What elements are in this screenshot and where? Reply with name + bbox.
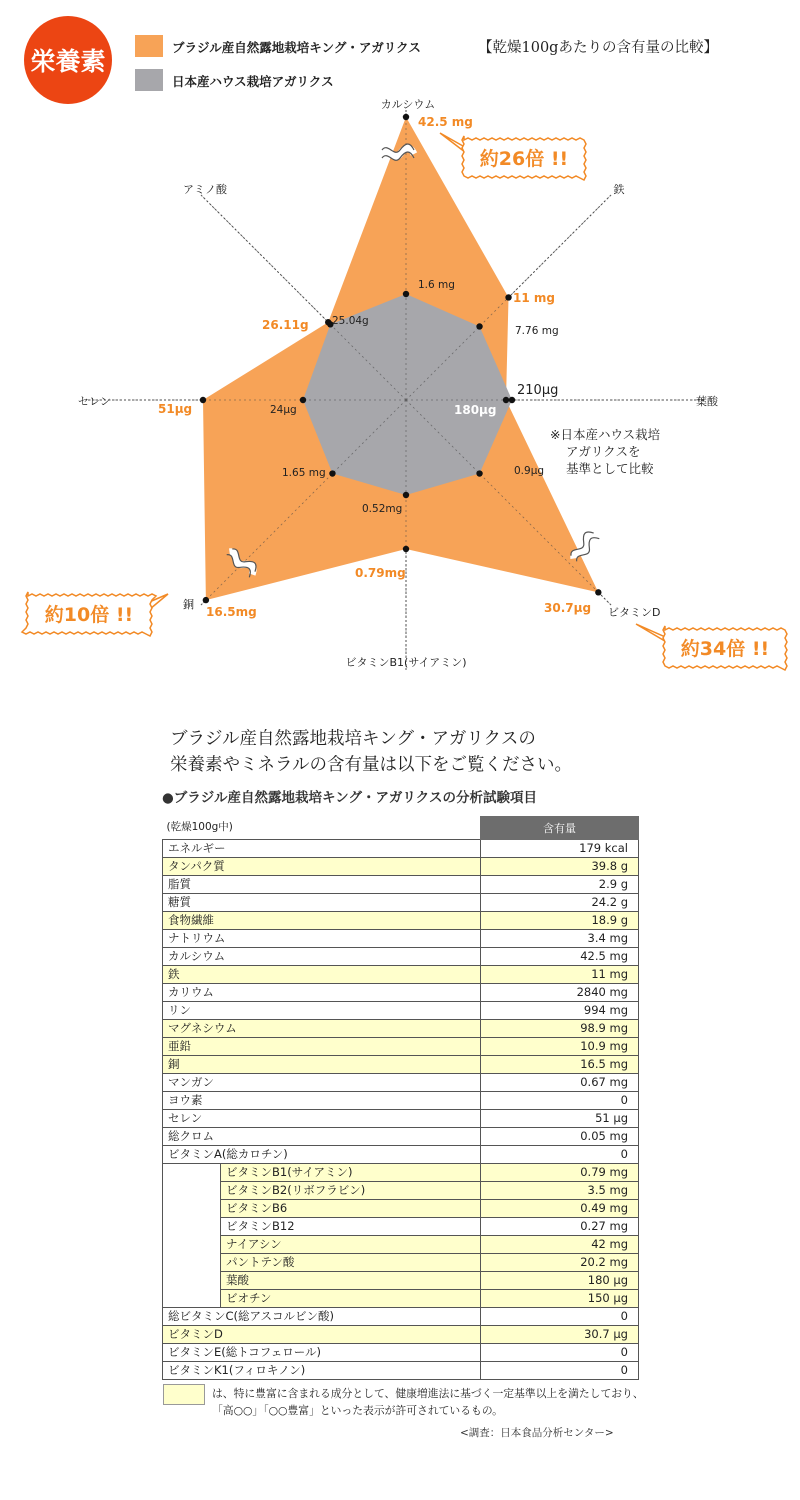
- row-name: 総ビタミンC(総アスコルビン酸): [163, 1308, 481, 1326]
- row-name: ビオチン: [221, 1290, 481, 1308]
- row-value: 2.9 g: [481, 876, 639, 894]
- table-row: [163, 1218, 639, 1236]
- intro-line-2: 栄養素やミネラルの含有量は以下をご覧ください。: [170, 755, 572, 775]
- row-name: ナイアシン: [221, 1236, 481, 1254]
- value-label-japan: 7.76 mg: [515, 325, 559, 337]
- table-row: [163, 984, 639, 1002]
- ratio-callout: [440, 133, 586, 180]
- value-label-brazil: 180μg: [454, 403, 497, 417]
- row-name: 総クロム: [163, 1128, 481, 1146]
- value-label-japan: 25.04g: [332, 315, 369, 327]
- row-value: 0: [481, 1308, 639, 1326]
- table-row: [163, 1128, 639, 1146]
- vitamin-b-group-bracket: [163, 1164, 221, 1308]
- point-japan: [403, 492, 409, 498]
- point-japan: [476, 470, 482, 476]
- intro-line-1: ブラジル産自然露地栽培キング・アガリクスの: [170, 729, 536, 749]
- row-value: 0.49 mg: [481, 1200, 639, 1218]
- axis-label: 銅: [183, 598, 194, 611]
- table-row: [163, 912, 639, 930]
- row-name: 糖質: [163, 894, 481, 912]
- value-label-japan: 210μg: [517, 383, 559, 398]
- row-name: タンパク質: [163, 858, 481, 876]
- table-row: [163, 1038, 639, 1056]
- value-label-japan: 24μg: [270, 404, 297, 416]
- row-value: 18.9 g: [481, 912, 639, 930]
- row-name: ナトリウム: [163, 930, 481, 948]
- axis-label: 葉酸: [696, 395, 718, 408]
- row-value: 3.4 mg: [481, 930, 639, 948]
- table-row: [163, 966, 639, 984]
- table-row: [163, 1326, 639, 1344]
- callout-text: 約26倍 !!: [479, 148, 569, 170]
- row-name: ビタミンK1(フィロキノン): [163, 1362, 481, 1380]
- point-japan: [403, 291, 409, 297]
- value-label-brazil: 16.5mg: [206, 605, 257, 619]
- table-row: [163, 1200, 639, 1218]
- table-row: [163, 894, 639, 912]
- table-row: [163, 876, 639, 894]
- row-name: ビタミンB6: [221, 1200, 481, 1218]
- axis-label: 鉄: [613, 183, 625, 196]
- table-row: [163, 948, 639, 966]
- radar-chart: [0, 0, 800, 690]
- value-label-brazil: 26.11g: [262, 318, 309, 332]
- row-name: リン: [163, 1002, 481, 1020]
- row-name: パントテン酸: [221, 1254, 481, 1272]
- row-name: 葉酸: [221, 1272, 481, 1290]
- value-label-brazil: 51μg: [158, 402, 193, 416]
- nutrient-table: [162, 816, 639, 1380]
- table-row: [163, 1110, 639, 1128]
- row-value: 0: [481, 1146, 639, 1164]
- nutrient-table-wrap: [162, 816, 638, 1380]
- row-value: 11 mg: [481, 966, 639, 984]
- row-name: エネルギー: [163, 840, 481, 858]
- value-label-japan: 1.65 mg: [282, 467, 326, 479]
- ratio-callout: [636, 624, 787, 670]
- row-name: ビタミンD: [163, 1326, 481, 1344]
- row-name: ビタミンB1(サイアミン): [221, 1164, 481, 1182]
- callout-text: 約10倍 !!: [44, 604, 134, 626]
- legend-swatch-brazil: [135, 35, 163, 57]
- table-row: [163, 1236, 639, 1254]
- point-brazil: [505, 294, 511, 300]
- row-value: 24.2 g: [481, 894, 639, 912]
- row-value: 39.8 g: [481, 858, 639, 876]
- source-note: <調査：日本食品分析センター>: [460, 1427, 614, 1439]
- row-value: 42.5 mg: [481, 948, 639, 966]
- row-value: 0: [481, 1362, 639, 1380]
- row-value: 3.5 mg: [481, 1182, 639, 1200]
- badge-text: 栄養素: [30, 47, 106, 76]
- row-name: カリウム: [163, 984, 481, 1002]
- value-label-brazil: 42.5 mg: [418, 115, 473, 129]
- row-name: ビタミンB12: [221, 1218, 481, 1236]
- point-japan: [329, 470, 335, 476]
- row-name: 銅: [163, 1056, 481, 1074]
- table-row: [163, 1290, 639, 1308]
- row-name: マグネシウム: [163, 1020, 481, 1038]
- point-japan: [300, 397, 306, 403]
- row-name: カルシウム: [163, 948, 481, 966]
- note-line-1: ※日本産ハウス栽培: [550, 427, 661, 442]
- row-value: 30.7 μg: [481, 1326, 639, 1344]
- row-value: 20.2 mg: [481, 1254, 639, 1272]
- table-row: [163, 1362, 639, 1380]
- row-value: 10.9 mg: [481, 1038, 639, 1056]
- table-row: [163, 1002, 639, 1020]
- point-brazil: [203, 597, 209, 603]
- axis-label: ビタミンD: [608, 606, 661, 619]
- table-row: [163, 1254, 639, 1272]
- row-value: 0: [481, 1092, 639, 1110]
- row-name: マンガン: [163, 1074, 481, 1092]
- value-label-brazil: 11 mg: [513, 291, 555, 305]
- row-name: 亜鉛: [163, 1038, 481, 1056]
- highlight-legend-note: は、特に豊富に含まれる成分として、健康増進法に基づく一定基準以上を満たしており、「高○○」「○○豊富」といった表示が許可されているもの。: [212, 1387, 644, 1417]
- table-row: [163, 1056, 639, 1074]
- table-row: [163, 1020, 639, 1038]
- row-value: 42 mg: [481, 1236, 639, 1254]
- row-value: 0.67 mg: [481, 1074, 639, 1092]
- row-value: 994 mg: [481, 1002, 639, 1020]
- row-value: 0.79 mg: [481, 1164, 639, 1182]
- row-value: 16.5 mg: [481, 1056, 639, 1074]
- table-row: [163, 1092, 639, 1110]
- point-brazil: [403, 546, 409, 552]
- axis-label: セレン: [78, 395, 111, 408]
- table-row: [163, 1272, 639, 1290]
- row-value: 98.9 mg: [481, 1020, 639, 1038]
- table-row: [163, 1164, 639, 1182]
- value-label-japan: 0.52mg: [362, 503, 403, 515]
- value-label-japan: 0.9μg: [514, 465, 545, 477]
- legend-swatch-japan: [135, 69, 163, 91]
- row-name: 食物繊維: [163, 912, 481, 930]
- value-label-brazil: 0.79mg: [355, 566, 406, 580]
- table-row: [163, 930, 639, 948]
- axis-label: アミノ酸: [183, 183, 227, 196]
- unit-note: (乾燥100g中): [166, 821, 233, 834]
- table-title: ●ブラジル産自然露地栽培キング・アガリクスの分析試験項目: [162, 790, 537, 806]
- row-name: 鉄: [163, 966, 481, 984]
- row-value: 0.05 mg: [481, 1128, 639, 1146]
- point-japan: [509, 397, 515, 403]
- point-brazil: [503, 397, 509, 403]
- row-value: 150 μg: [481, 1290, 639, 1308]
- legend-label-brazil: ブラジル産自然露地栽培キング・アガリクス: [172, 40, 421, 55]
- highlight-legend-swatch: [163, 1384, 205, 1405]
- point-brazil: [200, 397, 206, 403]
- row-value: 0: [481, 1344, 639, 1362]
- table-header-row: [163, 817, 639, 840]
- table-row: [163, 1182, 639, 1200]
- point-japan: [476, 323, 482, 329]
- comparison-title: 【乾燥100gあたりの含有量の比較】: [478, 40, 718, 56]
- intro-text: [170, 726, 780, 778]
- row-value: 51 μg: [481, 1110, 639, 1128]
- note-line-2: アガリクスを: [566, 444, 641, 459]
- row-name: ヨウ素: [163, 1092, 481, 1110]
- axis-label: カルシウム: [380, 98, 436, 111]
- ratio-callout: [22, 592, 168, 636]
- value-label-brazil: 30.7μg: [544, 601, 592, 615]
- table-row: [163, 858, 639, 876]
- legend-label-japan: 日本産ハウス栽培アガリクス: [172, 74, 334, 89]
- note-line-3: 基準として比較: [566, 461, 654, 476]
- point-brazil: [403, 114, 409, 120]
- table-row: [163, 840, 639, 858]
- row-name: 脂質: [163, 876, 481, 894]
- row-value: 180 μg: [481, 1272, 639, 1290]
- row-value: 179 kcal: [481, 840, 639, 858]
- row-name: セレン: [163, 1110, 481, 1128]
- value-column-header: 含有量: [481, 817, 639, 840]
- row-name: ビタミンA(総カロチン): [163, 1146, 481, 1164]
- row-value: 2840 mg: [481, 984, 639, 1002]
- row-value: 0.27 mg: [481, 1218, 639, 1236]
- table-row: [163, 1308, 639, 1326]
- point-brazil: [595, 589, 601, 595]
- row-name: ビタミンB2(リボフラビン): [221, 1182, 481, 1200]
- row-name: ビタミンE(総トコフェロール): [163, 1344, 481, 1362]
- axis-label: ビタミンB1(サイアミン): [345, 656, 467, 669]
- table-row: [163, 1344, 639, 1362]
- callout-text: 約34倍 !!: [680, 638, 770, 660]
- table-row: [163, 1074, 639, 1092]
- table-row: [163, 1146, 639, 1164]
- value-label-japan: 1.6 mg: [418, 279, 455, 291]
